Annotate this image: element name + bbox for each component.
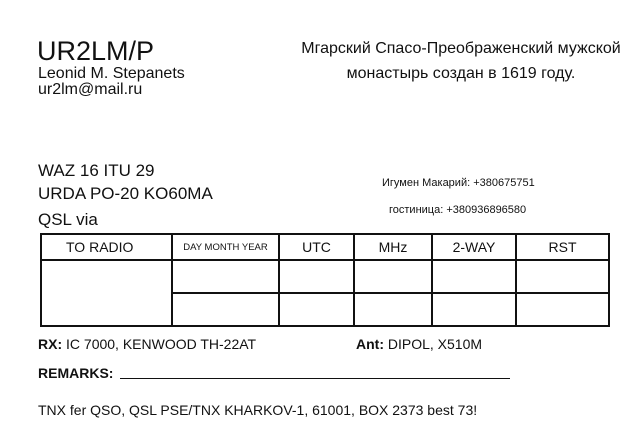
qsl-via-label: QSL via	[38, 210, 98, 229]
table-cell	[172, 260, 279, 293]
table-row	[41, 260, 609, 293]
table-cell	[516, 293, 609, 326]
table-cell	[516, 260, 609, 293]
table-cell	[354, 260, 432, 293]
header-mhz: MHz	[354, 234, 432, 260]
header-2way: 2-WAY	[432, 234, 516, 260]
remarks-rule	[120, 378, 510, 379]
rx-line	[38, 336, 256, 352]
operator-name: Leonid M. Stepanets	[38, 65, 185, 82]
header-to-radio: TO RADIO	[41, 234, 172, 260]
remarks-line	[38, 365, 113, 381]
table-cell	[432, 293, 516, 326]
rx-value: IC 7000, KENWOOD TH-22AT	[62, 336, 257, 352]
header-date: DAY MONTH YEAR	[172, 234, 279, 260]
monastery-header: Мгарский Спасо-Преображенский мужской монастырь создан в 1619 году.	[301, 40, 621, 82]
ant-value: DIPOL, X510M	[384, 336, 483, 352]
abbot-phone: Игумен Макарий: +380675751	[382, 177, 535, 189]
rx-label: RX:	[38, 336, 63, 352]
remarks-label: REMARKS:	[38, 365, 114, 381]
qso-table-header-row	[41, 234, 609, 260]
qso-table	[40, 233, 610, 327]
locator-line: URDA PO-20 KO60MA	[38, 184, 213, 203]
footer-text: TNX fer QSO, QSL PSE/TNX KHARKOV-1, 61001, BOX 2373 best 73!	[38, 402, 478, 418]
table-cell	[172, 293, 279, 326]
table-cell	[432, 260, 516, 293]
ant-label: Ant:	[356, 336, 384, 352]
table-cell	[354, 293, 432, 326]
hotel-phone: гостиница: +380936896580	[389, 204, 527, 216]
operator-email: ur2lm@mail.ru	[38, 81, 143, 98]
to-radio-cell	[41, 260, 172, 326]
header-rst: RST	[516, 234, 609, 260]
header-utc: UTC	[279, 234, 354, 260]
table-cell	[279, 293, 354, 326]
ant-line	[356, 336, 482, 352]
zones-line: WAZ 16 ITU 29	[38, 161, 155, 180]
table-cell	[279, 260, 354, 293]
callsign: UR2LM/P	[37, 36, 155, 66]
